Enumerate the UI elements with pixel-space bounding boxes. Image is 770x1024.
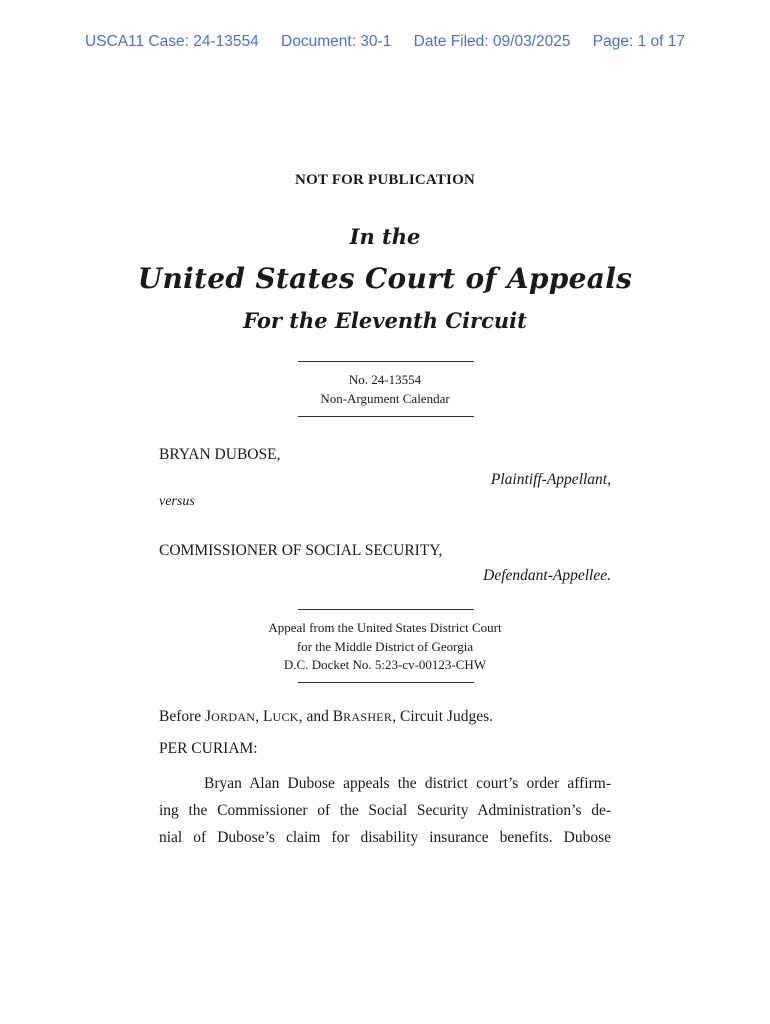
opinion-line: nial of Dubose’s claim for disability insurance benefits. Dubose: [159, 829, 611, 846]
defendant-role: Defendant-Appellee.: [483, 567, 611, 584]
docket-header-stamp: [0, 33, 770, 51]
divider-rule: [298, 361, 474, 362]
defendant-name: COMMISSIONER OF SOCIAL SECURITY,: [159, 542, 443, 559]
per-curiam-label: PER CURIAM:: [159, 740, 258, 757]
page-count-stamp: Page: 1 of 17: [592, 33, 686, 50]
in-the-heading: In the: [349, 224, 421, 249]
circuit-heading: For the Eleventh Circuit: [243, 308, 527, 333]
case-number-stamp: USCA11 Case: 24-13554: [84, 33, 259, 50]
opinion-line: Bryan Alan Dubose appeals the district court’s order affirm-: [204, 775, 611, 792]
case-number: No. 24-13554: [348, 372, 422, 387]
appeal-origin-line: Appeal from the United States District Court: [268, 620, 502, 635]
judge-name: LUCK: [263, 708, 299, 725]
court-name-heading: United States Court of Appeals: [137, 262, 633, 295]
panel-line: Before JORDAN, LUCK, and BRASHER, Circuit Judges.: [159, 708, 493, 725]
not-for-publication-label: NOT FOR PUBLICATION: [295, 172, 475, 188]
judge-name: JORDAN: [205, 708, 256, 725]
opinion-paragraph: [159, 770, 611, 851]
divider-rule: [298, 609, 474, 610]
district-line: for the Middle District of Georgia: [296, 639, 474, 654]
date-filed-stamp: Date Filed: 09/03/2025: [413, 33, 571, 50]
calendar-type: Non-Argument Calendar: [320, 391, 450, 406]
document-number-stamp: Document: 30-1: [281, 33, 392, 50]
plaintiff-role: Plaintiff-Appellant,: [490, 471, 611, 488]
plaintiff-name: BRYAN DUBOSE,: [159, 446, 281, 463]
docket-number: D.C. Docket No. 5:23-cv-00123-CHW: [283, 657, 487, 672]
opinion-line: ing the Commissioner of the Social Security Administration’s de-: [159, 802, 611, 819]
judge-name: BRASHER: [332, 708, 393, 725]
divider-rule: [298, 682, 474, 683]
divider-rule: [298, 416, 474, 417]
versus-label: versus: [159, 494, 195, 509]
